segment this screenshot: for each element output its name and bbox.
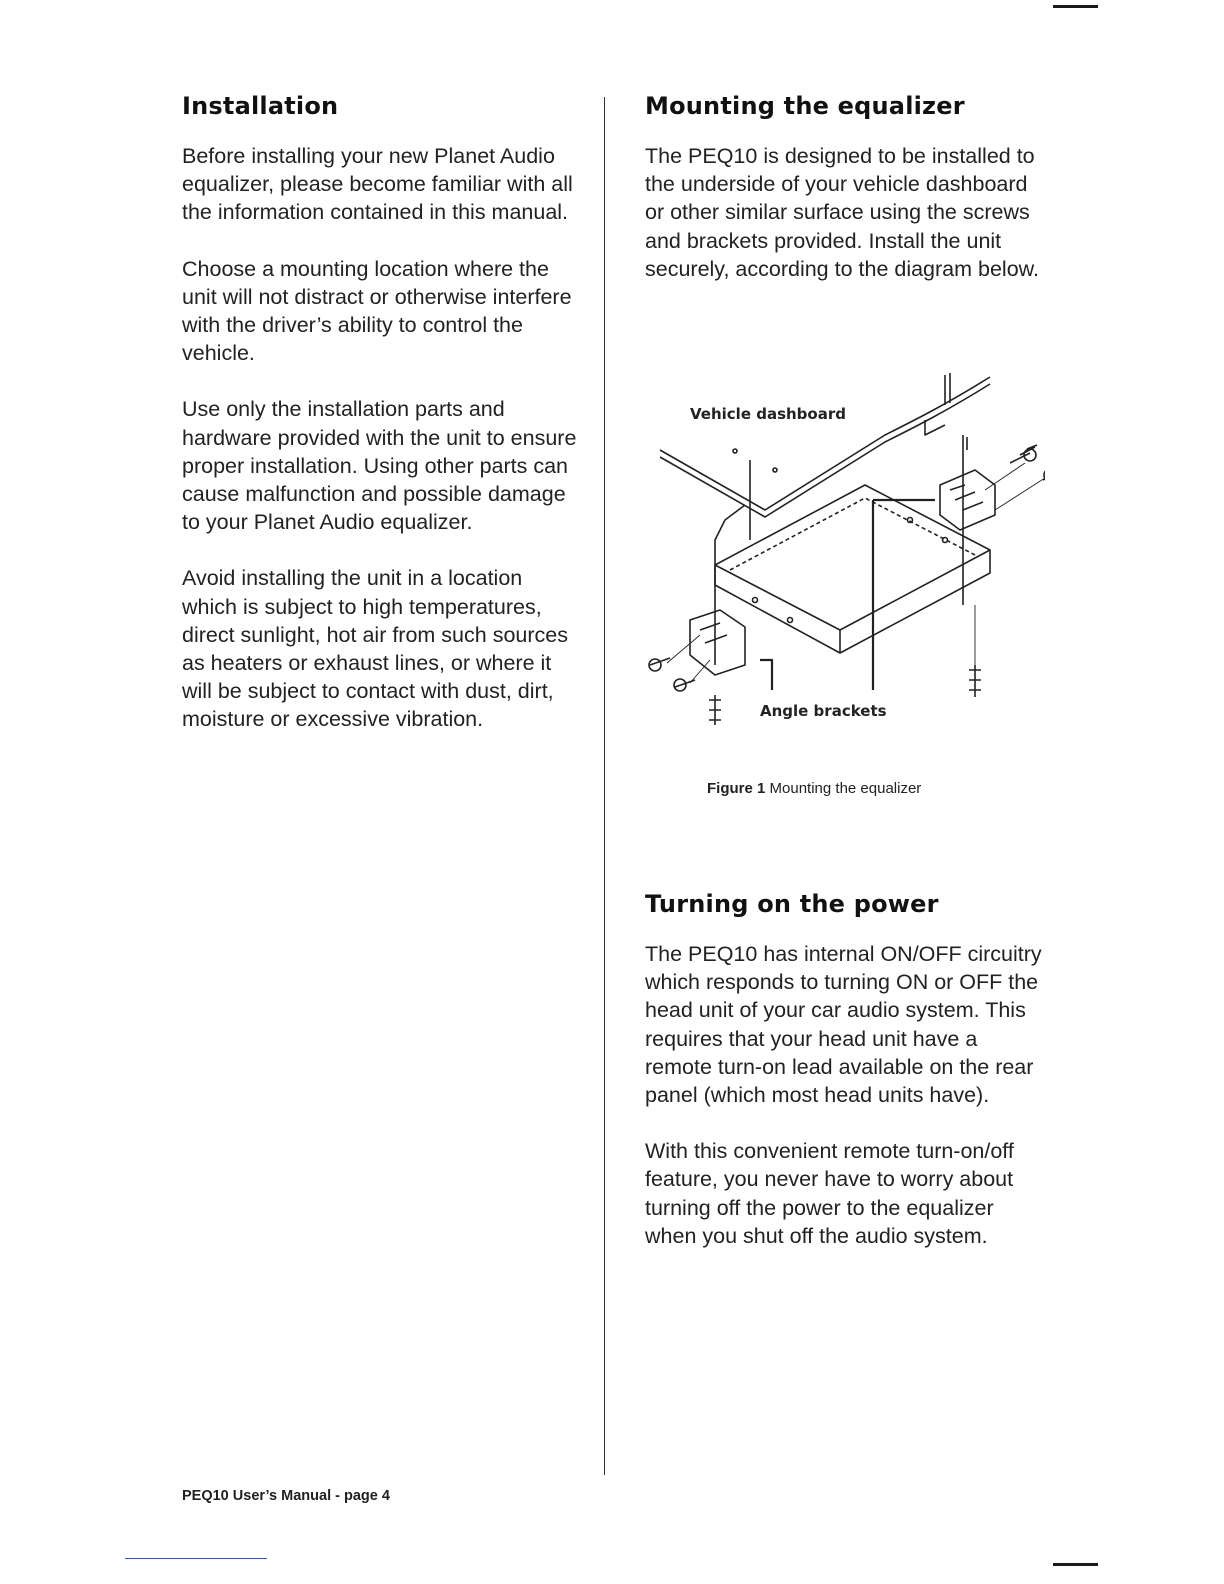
installation-paragraph-3: Use only the installation parts and hardware provided with the unit to ensure proper installation. Using other parts can cause malfunction and possible damage to your Planet Audio equalizer. xyxy=(182,397,577,535)
vehicle-dashboard-label: Vehicle dashboard xyxy=(690,405,846,423)
power-paragraph-1: The PEQ10 has internal ON/OFF circuitry which responds to turning ON or OFF the head unit of your car audio system. This requires that your head unit have a remote turn-on lead available on the rear panel (which most head units have). xyxy=(645,942,1042,1108)
mounting-paragraph: The PEQ10 is designed to be installed to the underside of your vehicle dashboard or other similar surface using the screws and brackets provided. Install the unit securely, according to the diagram below. xyxy=(645,144,1039,281)
figure-caption-text: Mounting the equalizer xyxy=(769,780,922,797)
installation-paragraph-4: Avoid installing the unit in a location which is subject to high temperatures, direct sunlight, hot air from such sources as heaters or exhaust lines, or where it will be subject to contact with dust, dirt, moisture or excessive vibration. xyxy=(182,566,568,732)
power-heading: Turning on the power xyxy=(645,890,939,918)
link-underline xyxy=(125,1558,267,1559)
crop-mark-top xyxy=(1053,5,1098,8)
installation-paragraph-2: Choose a mounting location where the unit will not distract or otherwise interfere with the driver’s ability to control the vehicle. xyxy=(182,256,572,366)
crop-mark-bottom xyxy=(1053,1563,1098,1566)
mounting-heading: Mounting the equalizer xyxy=(645,92,965,120)
installation-section xyxy=(182,92,582,762)
mounting-section xyxy=(645,92,1045,311)
left-angle-bracket xyxy=(690,610,745,675)
page-footer: PEQ10 User’s Manual - page 4 xyxy=(182,1488,390,1504)
column-divider xyxy=(604,97,605,1475)
installation-heading: Installation xyxy=(182,92,339,120)
right-angle-bracket xyxy=(940,470,995,530)
angle-brackets-label: Angle brackets xyxy=(760,702,887,720)
figure-caption xyxy=(707,780,921,797)
screw-bottom-left xyxy=(709,695,721,725)
mounting-diagram-drawing xyxy=(645,365,1045,735)
screw-bottom-right xyxy=(969,665,981,697)
power-paragraph-2: With this convenient remote turn-on/off feature, you never have to worry about turning off the power to the equalizer when you shut off the audio system. xyxy=(645,1139,1014,1248)
mounting-diagram xyxy=(645,365,1045,735)
figure-caption-number: Figure 1 xyxy=(707,780,766,797)
power-section xyxy=(645,890,1045,1278)
installation-paragraph-1: Before installing your new Planet Audio equalizer, please become familiar with all the information contained in this manual. xyxy=(182,144,573,225)
